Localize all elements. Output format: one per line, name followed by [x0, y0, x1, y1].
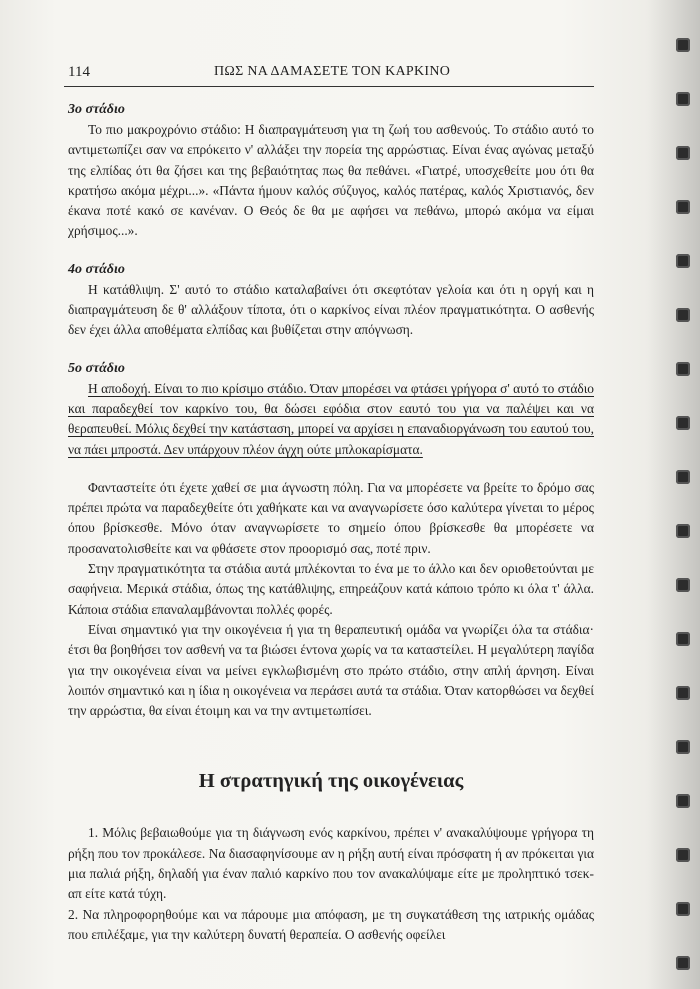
stage-4-heading: 4ο στάδιο — [68, 261, 125, 277]
binding-ring — [676, 686, 690, 700]
binding-ring — [676, 848, 690, 862]
binding-ring — [676, 308, 690, 322]
page-body — [68, 100, 594, 945]
binding-ring — [676, 470, 690, 484]
stage-5-heading: 5ο στάδιο — [68, 360, 125, 376]
binding-ring — [676, 578, 690, 592]
list-item: 2. Να πληροφορηθούμε και να πάρουμε μια απόφαση, με τη συγκατάθεση της ιατρικής ομάδας που επιλέξαμε, για την καλύτερη δυνατή θεραπεία. Ο ασθενής οφείλει — [68, 906, 594, 942]
binding-ring — [676, 956, 690, 970]
binding-ring — [676, 362, 690, 376]
binding-ring — [676, 794, 690, 808]
binding-ring — [676, 92, 690, 106]
stage-3-text: Το πιο μακροχρόνιο στάδιο: Η διαπραγμάτευση για τη ζωή του ασθενούς. Το στάδιο αυτό το αντιμετωπίζει σαν να επρόκειτο ν' αλλάξει την πορεία της αρρώστιας. Είναι ένας αγώνας μεταξύ της ελπίδας ότι θα ζήσει και της βεβαιότητας πως θα πεθάνει. «Γιατρέ, υποσχεθείτε μου ότι θα κρατήσω ακόμα μέχρι...». «Πάντα ήμουν καλός σύζυγος, καλός πατέρας, καλός Χριστιανός, δεν έκανα ποτέ κακό σε κανέναν. Ο Θεός δε θα με αφήσει να πεθάνω, μπορώ ακόμα να είμαι χρήσιμος...». — [68, 122, 594, 239]
page-header — [64, 64, 594, 87]
body-paragraph: Στην πραγματικότητα τα στάδια αυτά μπλέκονται το ένα με το άλλο και δεν οριοθετούνται με σαφήνεια. Μερικά στάδια, όπως της κατάθλιψης, επηρεάζουν κατά κάποιο τρόπο κι όλα τ' άλλα. Κάποια στάδια επαναλαμβάνονται πολλές φορές. — [68, 561, 594, 617]
binding-ring — [676, 38, 690, 52]
strategy-list — [68, 823, 594, 945]
body-paragraph: Φανταστείτε ότι έχετε χαθεί σε μια άγνωστη πόλη. Για να μπορέσετε να βρείτε το δρόμο σας πρέπει πρώτα να παραδεχθείτε ότι χαθήκατε και να αναγνωρίσετε όσο καλύτερα γίνεται το μέρος όπου βρίσκεσθε. Μόνο όταν αναγνωρίσετε το σημείο όπου βρίσκεσθε θα μπορέσετε να προσανατολισθείτε και να φθάσετε στον προορισμό σας, ποτέ πριν. — [68, 479, 594, 556]
page-number: 114 — [68, 64, 90, 80]
binding-ring — [676, 200, 690, 214]
binding-ring — [676, 416, 690, 430]
list-item: 1. Μόλις βεβαιωθούμε για τη διάγνωση ενός καρκίνου, πρέπει ν' ανακαλύψουμε γρήγορα τη ρήξη που τον προκάλεσε. Να διασαφηνίσουμε αν η ρήξη αυτή είναι πρόσφατη ή αν πρόκειται για μια παλιά ρήξη, δηλαδή για έναν παλιό καρκίνο που τον ανακαλύψαμε είτε με προληπτικό τσεκ-απ είτε κατά τύχη. — [68, 825, 594, 902]
binding-ring — [676, 524, 690, 538]
section-title: Η στρατηγική της οικογένειας — [198, 770, 464, 793]
spiral-binding — [648, 0, 700, 989]
running-title: ΠΩΣ ΝΑ ΔΑΜΑΣΕΤΕ ΤΟΝ ΚΑΡΚΙΝΟ — [214, 64, 451, 79]
stage-5-text: Η αποδοχή. Είναι το πιο κρίσιμο στάδιο. Όταν μπορέσει να φτάσει γρήγορα σ' αυτό το στάδιο και παραδεχθεί τον καρκίνο του, θα δώσει εφόδια στον εαυτό του για να παλέψει και να θεραπευθεί. Μόλις δεχθεί την κατάσταση, μπορεί να αρχίσει η επαναδιοργάνωση του εαυτού του, να πάει μπροστά. Δεν υπάρχουν πλέον άγχη ούτε μπλοκαρίσματα. — [68, 380, 594, 457]
binding-ring — [676, 146, 690, 160]
binding-ring — [676, 902, 690, 916]
binding-ring — [676, 632, 690, 646]
stage-4-text: Η κατάθλιψη. Σ' αυτό το στάδιο καταλαβαίνει ότι σκεφτόταν γελοία και ότι η οργή και η διαπραγμάτευση δε θ' αλλάξουν τίποτα, ότι ο καρκίνος είναι πλέον πραγματικότητα. Ο ασθενής δεν έχει άλλα αποθέματα ελπίδας και βυθίζεται στην απόγνωση. — [68, 281, 594, 338]
binding-ring — [676, 254, 690, 268]
binding-ring — [676, 740, 690, 754]
stage-3-heading: 3ο στάδιο — [68, 102, 125, 117]
body-paragraph: Είναι σημαντικό για την οικογένεια ή για τη θεραπευτική ομάδα να γνωρίζει όλα τα στάδια· έτσι θα βοηθήσει τον ασθενή να τα βιώσει έντονα χωρίς να τα καταστείλει. Η μεγαλύτερη παγίδα για την οικογένεια είναι να μείνει εγκλωβισμένη στο πρώτο στάδιο, στην απλή άρνηση. Είναι λοιπόν σημαντικό και η ίδια η οικογένεια να περάσει αυτά τα στάδια. Όταν κατορθώσει να δεχθεί την αρρώστια, θα είναι έτοιμη και να την αντιμετωπίσει. — [68, 621, 594, 719]
